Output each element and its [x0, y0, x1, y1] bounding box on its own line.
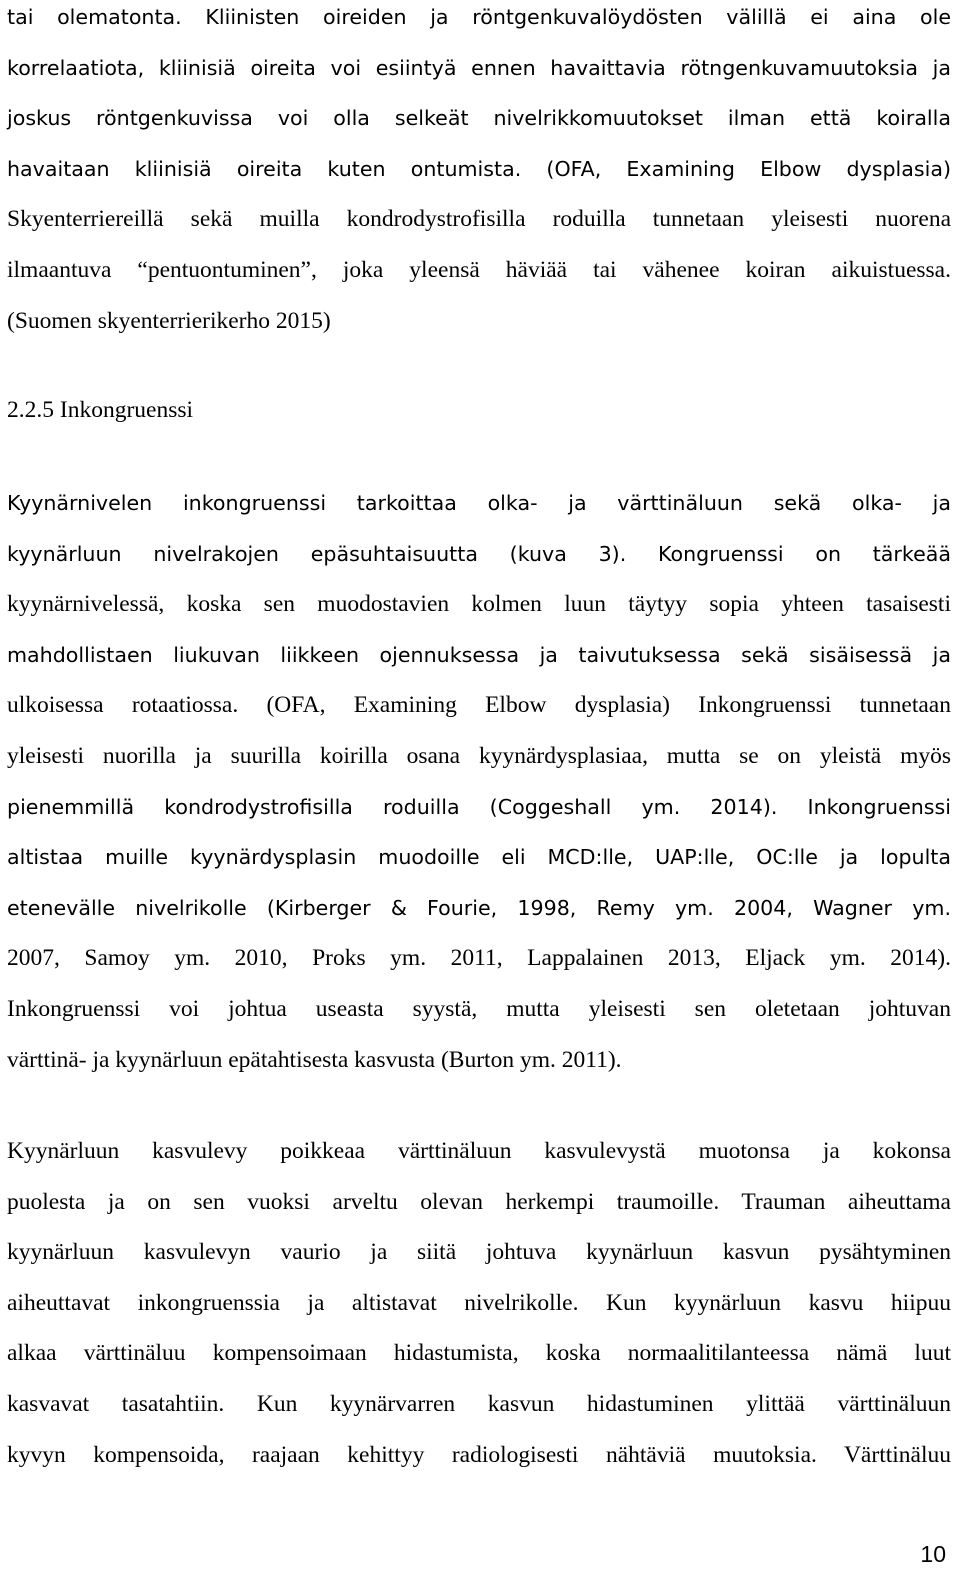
text-line: kyynärluun nivelrakojen epäsuhtaisuutta (kuva 3). Kongruenssi on tärkeää — [7, 541, 951, 566]
text-line: kasvavat tasatahtiin. Kun kyynärvarren kasvun hidastuminen ylittää värttinäluun — [7, 1390, 951, 1417]
text-line: kyvyn kompensoida, raajaan kehittyy radiologisesti nähtäviä muutoksia. Värttinäluu — [7, 1441, 951, 1468]
text-line: alkaa värttinäluu kompensoimaan hidastumista, koska normaalitilanteessa nämä luut — [7, 1340, 951, 1367]
text-line: Kyynärluun kasvulevy poikkeaa värttinäluun kasvulevystä muotonsa ja kokonsa — [7, 1138, 951, 1164]
text-line: kyynärnivelessä, koska sen muodostavien kolmen luun täytyy sopia yhteen tasaisesti — [7, 591, 951, 618]
text-line: puolesta ja on sen vuoksi arveltu olevan herkempi traumoille. Trauman aiheuttama — [7, 1188, 951, 1215]
text-line: ulkoisessa rotaatiossa. (OFA, Examining Elbow dysplasia) Inkongruenssi tunnetaan — [7, 692, 951, 719]
paragraph-2 — [7, 478, 951, 1085]
text-line: pienemmillä kondrodystrofisilla roduilla (Coggeshall ym. 2014). Inkongruenssi — [7, 794, 951, 819]
text-line: Inkongruenssi voi johtua useasta syystä, mutta yleisesti sen oletetaan johtuvan — [7, 995, 951, 1022]
text-line: värttinä- ja kyynärluun epätahtisesta kasvusta (Burton ym. 2011). — [7, 1046, 622, 1073]
page-number: 10 — [920, 1541, 946, 1567]
text-line: ilmaantuva “pentuontuminen”, joka yleensä häviää tai vähenee koiran aikuistuessa. — [7, 256, 951, 283]
text-line: Kyynärnivelen inkongruenssi tarkoittaa olka- ja värttinäluun sekä olka- ja — [7, 491, 951, 515]
text-line: joskus röntgenkuvissa voi olla selkeät nivelrikkomuutokset ilman että koiralla — [7, 106, 951, 131]
section-heading: 2.2.5 Inkongruenssi — [7, 397, 194, 423]
text-line: (Suomen skyenterrierikerho 2015) — [7, 307, 331, 334]
text-line: kyynärluun kasvulevyn vaurio ja siitä johtuva kyynärluun kasvun pysähtyminen — [7, 1239, 951, 1266]
text-line: aiheuttavat inkongruenssia ja altistavat nivelrikolle. Kun kyynärluun kasvu hiipuu — [7, 1289, 951, 1316]
paragraph-1 — [7, 0, 951, 346]
text-line: havaitaan kliinisiä oireita kuten ontumista. (OFA, Examining Elbow dysplasia) — [7, 156, 951, 181]
text-line: korrelaatiota, kliinisiä oireita voi esiintyä ennen havaittavia rötngenkuvamuutoksia ja — [7, 55, 951, 80]
text-line: tai olematonta. Kliinisten oireiden ja röntgenkuvalöydösten välillä ei aina ole — [7, 5, 951, 29]
text-line: mahdollistaen liukuvan liikkeen ojennuksessa ja taivutuksessa sekä sisäisessä ja — [7, 642, 951, 667]
paragraph-3 — [7, 1126, 951, 1480]
text-line: Skyenterriereillä sekä muilla kondrodystrofisilla roduilla tunnetaan yleisesti nuorena — [7, 206, 951, 233]
text-line: etenevälle nivelrikolle (Kirberger & Fourie, 1998, Remy ym. 2004, Wagner ym. — [7, 895, 951, 920]
text-line: 2007, Samoy ym. 2010, Proks ym. 2011, Lappalainen 2013, Eljack ym. 2014). — [7, 945, 951, 972]
text-line: yleisesti nuorilla ja suurilla koirilla osana kyynärdysplasiaa, mutta se on yleistä myös — [7, 742, 951, 769]
text-line: altistaa muille kyynärdysplasin muodoille eli MCD:lle, UAP:lle, OC:lle ja lopulta — [7, 845, 951, 870]
